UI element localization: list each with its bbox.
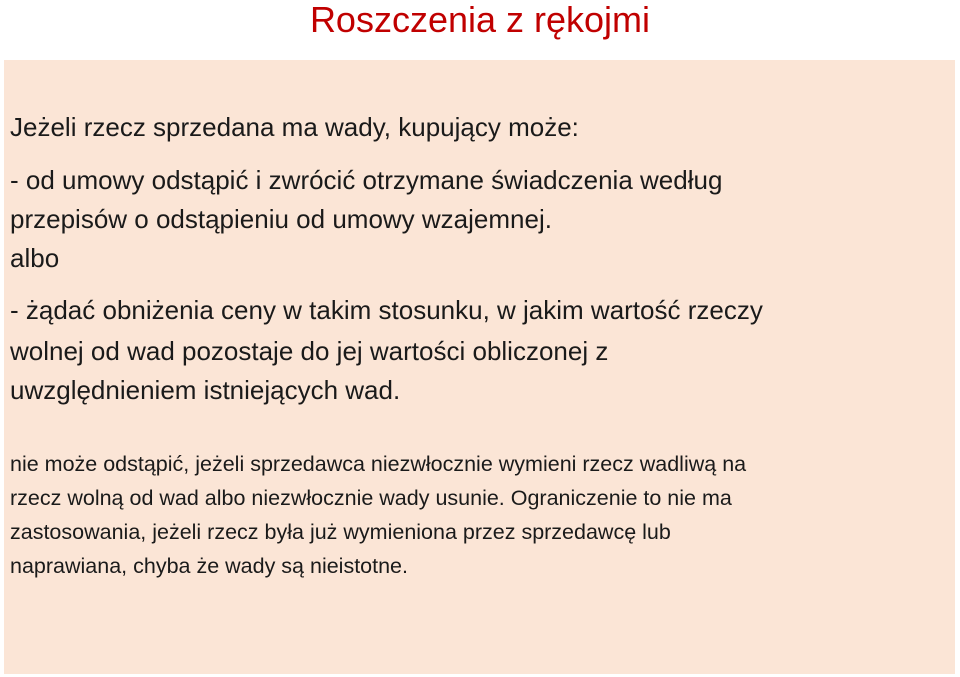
option-withdraw-line-2: przepisów o odstąpieniu od umowy wzajemnej. [10, 204, 552, 234]
option-withdraw-line-1: - od umowy odstąpić i zwrócić otrzymane świadczenia według [10, 165, 723, 195]
slide-title: Roszczenia z rękojmi [309, 0, 651, 40]
option-price-reduction-line-2: wolnej od wad pozostaje do jej wartości obliczonej z [10, 336, 609, 366]
limitation-note-line-3: zastosowania, jeżeli rzecz była już wymieniona przez sprzedawcę lub [10, 520, 671, 544]
option-price-reduction-line-3: uwzględnieniem istniejących wad. [10, 375, 401, 405]
limitation-note-line-4: naprawiana, chyba że wady są nieistotne. [10, 554, 408, 578]
intro-text: Jeżeli rzecz sprzedana ma wady, kupujący może: [10, 112, 579, 142]
or-text: albo [10, 243, 60, 273]
option-price-reduction-line-1: - żądać obniżenia ceny w takim stosunku, w jakim wartość rzeczy [10, 295, 763, 325]
limitation-note-line-1: nie może odstąpić, jeżeli sprzedawca niezwłocznie wymieni rzecz wadliwą na [10, 452, 747, 476]
limitation-note-line-2: rzecz wolną od wad albo niezwłocznie wady usunie. Ograniczenie to nie ma [10, 486, 732, 510]
